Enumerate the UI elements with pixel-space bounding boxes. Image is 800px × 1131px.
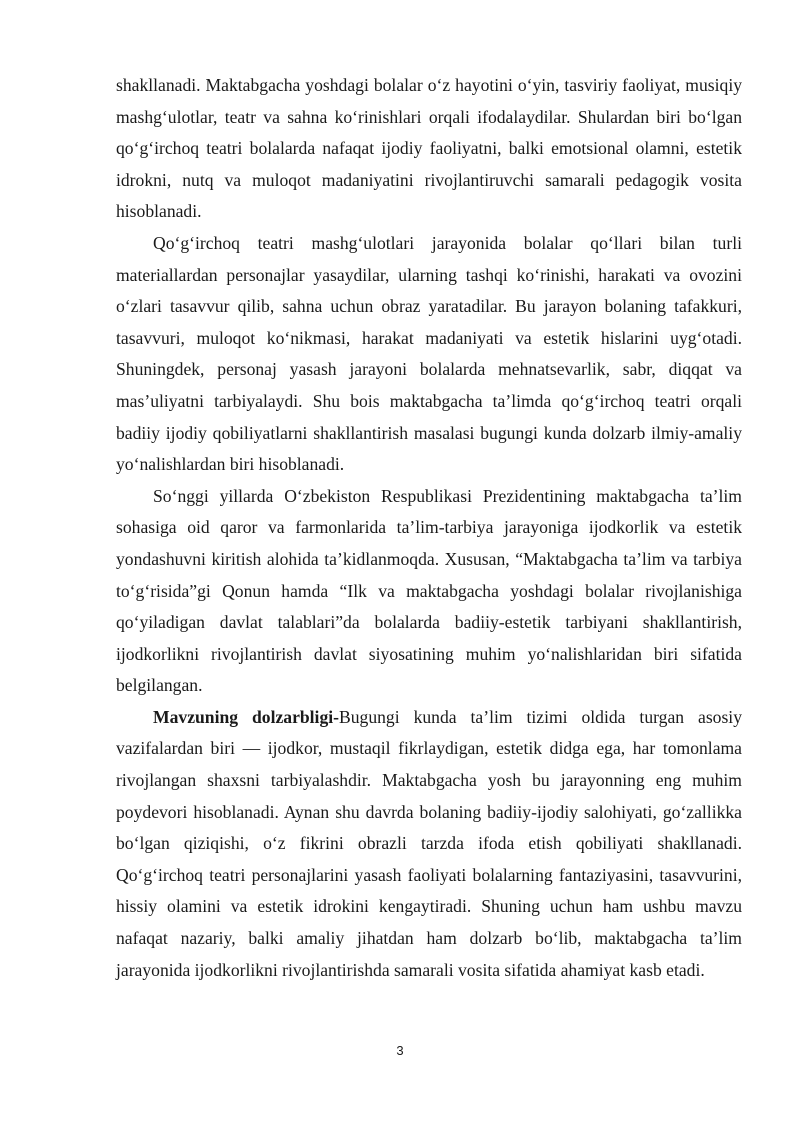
paragraph-relevance (116, 702, 742, 986)
paragraph-legislation: So‘nggi yillarda O‘zbekiston Respublikasi Prezidentining maktabgacha ta’lim sohasiga oid qaror va farmonlarida ta’lim-tarbiya jarayoniga ijodkorlik va estetik yondashuvni kiritish alohida ta’kidlanmoqda. Xususan, “Maktabgacha ta’lim va tarbiya to‘g‘risida”gi Qonun hamda “Ilk va maktabgacha yoshdagi bolalar rivojlanishiga qo‘yiladigan davlat talablari”da bolalarda badiiy-estetik tarbiyani shakllantirish, ijodkorlikni rivojlantirish davlat siyosatining muhim yo‘nalishlaridan biri sifatida belgilangan. (116, 485, 742, 696)
paragraph-puppet-theatre-activities: Qo‘g‘irchoq teatri mashg‘ulotlari jarayonida bolalar qo‘llari bilan turli materiallardan personajlar yasaydilar, ularning tashqi ko‘rinishi, harakati va ovozini o‘zlari tasavvur qilib, sahna uchun obraz yaratadilar. Bu jarayon bolaning tafakkuri, tasavvuri, muloqot ko‘nikmasi, harakat madaniyati va estetik hislarini uyg‘otadi. Shuningdek, personaj yasash jarayoni bolalarda mehnatsevarlik, sabr, diqqat va mas’uliyatni tarbiyalaydi. Shu bois maktabgacha ta’limda qo‘g‘irchoq teatri orqali badiiy ijodiy qobiliyatlarni shakllantirish masalasi bugungi kunda dolzarb ilmiy-amaliy yo‘nalishlardan biri hisoblanadi. (116, 232, 742, 475)
paragraph-continuation: shakllanadi. Maktabgacha yoshdagi bolalar o‘z hayotini o‘yin, tasviriy faoliyat, musiqiy mashg‘ulotlar, teatr va sahna ko‘rinishlari orqali ifodalaydilar. Shulardan biri bo‘lgan qo‘g‘irchoq teatri bolalarda nafaqat ijodiy faoliyatni, balki emotsional olamni, estetik idrokni, nutq va muloqot madaniyatini rivojlantiruvchi samarali pedagogik vosita hisoblanadi. (116, 75, 742, 222)
document-body (116, 70, 742, 986)
relevance-text: Bugungi kunda ta’lim tizimi oldida turgan asosiy vazifalardan biri — ijodkor, mustaqil fikrlaydigan, estetik didga ega, har tomonlama rivojlangan shaxsni tarbiyalashdir. Maktabgacha yosh bu jarayonning eng muhim poydevori hisoblanadi. Aynan shu davrda bolaning badiiy-ijodiy salohiyati, go‘zallikka bo‘lgan qiziqishi, o‘z fikrini obrazli tarzda ifoda etish qobiliyati shakllanadi. Qo‘g‘irchoq teatri personajlarini yasash faoliyati bolalarning fantaziyasini, tasavvurini, hissiy olamini va estetik idrokini kengaytiradi. Shuning uchun ham ushbu mavzu nafaqat nazariy, balki amaliy jihatdan ham dolzarb bo‘lib, maktabgacha ta’lim jarayonida ijodkorlikni rivojlantirishda samarali vosita sifatida ahamiyat kasb etadi. (116, 706, 742, 980)
relevance-heading: Mavzuning dolzarbligi- (153, 706, 339, 727)
page-number: 3 (396, 1043, 404, 1058)
